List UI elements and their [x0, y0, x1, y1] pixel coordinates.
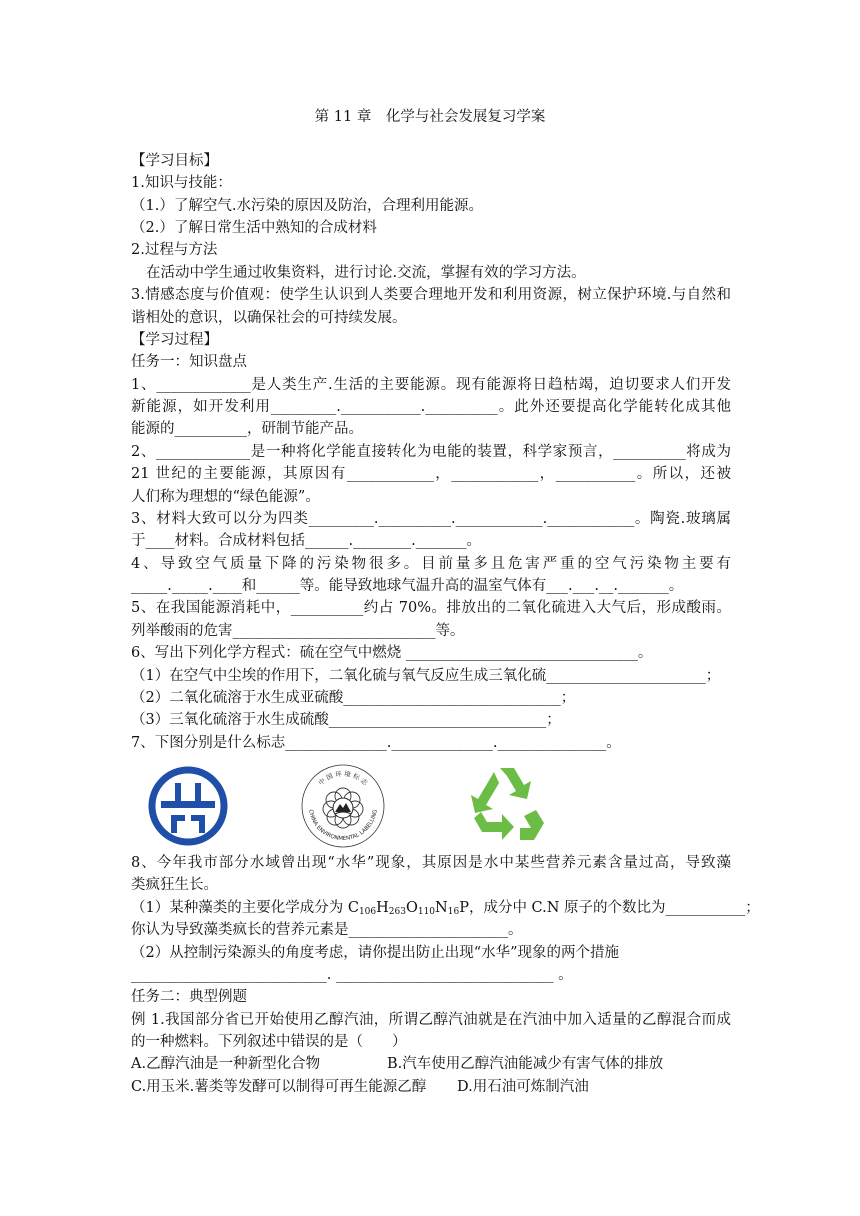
question-line: _____._____.____和______等。能导致地球气温升高的温室气体有___.___.__._______。	[131, 578, 684, 594]
svg-text:中 国 环 境 标 志	[316, 769, 370, 787]
formula-text: O	[405, 900, 418, 916]
choice-row	[131, 1076, 731, 1098]
section-heading-process: 【学习过程】	[131, 332, 218, 348]
question-line: ___________________________. ______________________________ 。	[131, 967, 573, 983]
question-line: 7、下图分别是什么标志______________.______________._______________。	[131, 735, 621, 751]
text-line: 谐相处的意识，以确保社会的可持续发展。	[131, 310, 407, 326]
formula-text: P，成分中 C.N 原子的个数比为___________；	[459, 900, 760, 916]
text-line: 2.过程与方法	[131, 242, 218, 258]
question-line: 的一种燃料。下列叙述中错误的是（ ）	[131, 1034, 407, 1050]
formula-subscript: 263	[388, 907, 406, 917]
question-line: 1、_____________是人类生产.生活的主要能源。现有能源将日趋枯竭，迫切要求人们开发	[131, 377, 731, 393]
question-line: 2、_____________是一种将化学能直接转化为电能的装置，科学家预言，__________将成为	[131, 444, 731, 460]
text-line: 1.知识与技能：	[131, 175, 232, 191]
question-line: （3）三氧化硫溶于水生成硫酸______________________________；	[131, 712, 561, 728]
choice-d: D.用石油可炼制汽油	[457, 1079, 589, 1095]
formula-subscript: 110	[417, 907, 436, 917]
text-line: 在活动中学生通过收集资料，进行讨论.交流，掌握有效的学习方法。	[146, 265, 586, 281]
text-line: （1.）了解空气.水污染的原因及防治，合理利用能源。	[131, 198, 483, 214]
energy-saving-logo-icon	[147, 765, 229, 847]
formula-subscript: 16	[447, 907, 460, 917]
question-line: 例 1.我国部分省已开始使用乙醇汽油，所谓乙醇汽油就是在汽油中加入适量的乙醇混合而成	[131, 1012, 731, 1028]
question-line: 你认为导致藻类疯长的营养元素是______________________。	[131, 922, 523, 938]
formula-text: （1）某种藻类的主要化学成分为 C	[131, 900, 359, 916]
question-line: 能源的__________，研制节能产品。	[131, 421, 363, 437]
question-line: 6、写出下列化学方程式：硫在空气中燃烧 ________________________________。	[131, 645, 653, 661]
question-line: 5、在我国能源消耗中，__________约占 70%。排放出的二氧化硫进入大气后，形成酸雨。	[131, 600, 731, 616]
question-line: 4、导致空气质量下降的污染物很多。目前量多且危害严重的空气污染物主要有	[131, 556, 731, 572]
question-line: 21 世纪的主要能源，其原因有____________，____________，___________。所以，还被	[131, 466, 731, 482]
section-heading-objectives: 【学习目标】	[131, 153, 218, 169]
logo-ring-text-top: 中 国 环 境 标 志	[316, 769, 370, 788]
text-line: （2.）了解日常生活中熟知的合成材料	[131, 220, 377, 236]
task-heading: 任务二：典型例题	[131, 989, 247, 1005]
question-line: 于____材料。合成材料包括______.________._______。	[131, 533, 481, 549]
question-line: （1）在空气中尘埃的作用下，二氧化硫与氧气反应生成三氧化硫______________________；	[131, 668, 721, 684]
question-line: 列举酸雨的危害____________________________等。	[131, 623, 465, 639]
text-line: 3.情感态度与价值观：使学生认识到人类要合理地开发和利用资源，树立保护环境.与自然和	[131, 287, 731, 303]
choice-row	[131, 1053, 731, 1075]
formula-text: H	[376, 900, 389, 916]
task-heading: 任务一：知识盘点	[131, 354, 247, 370]
recycling-icon	[466, 762, 552, 844]
question-line: 人们称为理想的“绿色能源”。	[131, 489, 320, 505]
choice-c: C.用玉米.薯类等发酵可以制得可再生能源乙醇	[131, 1079, 427, 1095]
choice-b: B.汽车使用乙醇汽油能减少有害气体的排放	[387, 1056, 664, 1072]
page-title: 第 11 章 化学与社会发展复习学案	[314, 109, 546, 125]
china-environmental-labelling-icon	[300, 763, 386, 849]
question-line: （2）从控制污染源头的角度考虑，请你提出防止出现“水华”现象的两个措施	[131, 945, 620, 961]
formula-subscript: 106	[358, 907, 377, 917]
question-line: 新能源，如开发利用_________.___________.__________。此外还要提高化学能转化成其他	[131, 399, 731, 415]
question-line-formula	[131, 897, 760, 919]
question-line: （2）二氧化硫溶于水生成亚硫酸______________________________；	[131, 690, 576, 706]
question-line: 8、今年我市部分水域曾出现“水华”现象，其原因是水中某些营养元素含量过高，导致藻	[131, 855, 731, 871]
logo-ring-text-bottom: CHINA ENVIRONMENTAL LABELLING	[307, 809, 379, 843]
formula-text: N	[435, 900, 448, 916]
question-line: 3、材料大致可以分为四类_________.__________.____________.____________。陶瓷.玻璃属	[131, 511, 731, 527]
choice-a: A.乙醇汽油是一种新型化合物	[131, 1056, 321, 1072]
question-line: 类疯狂生长。	[131, 877, 218, 893]
